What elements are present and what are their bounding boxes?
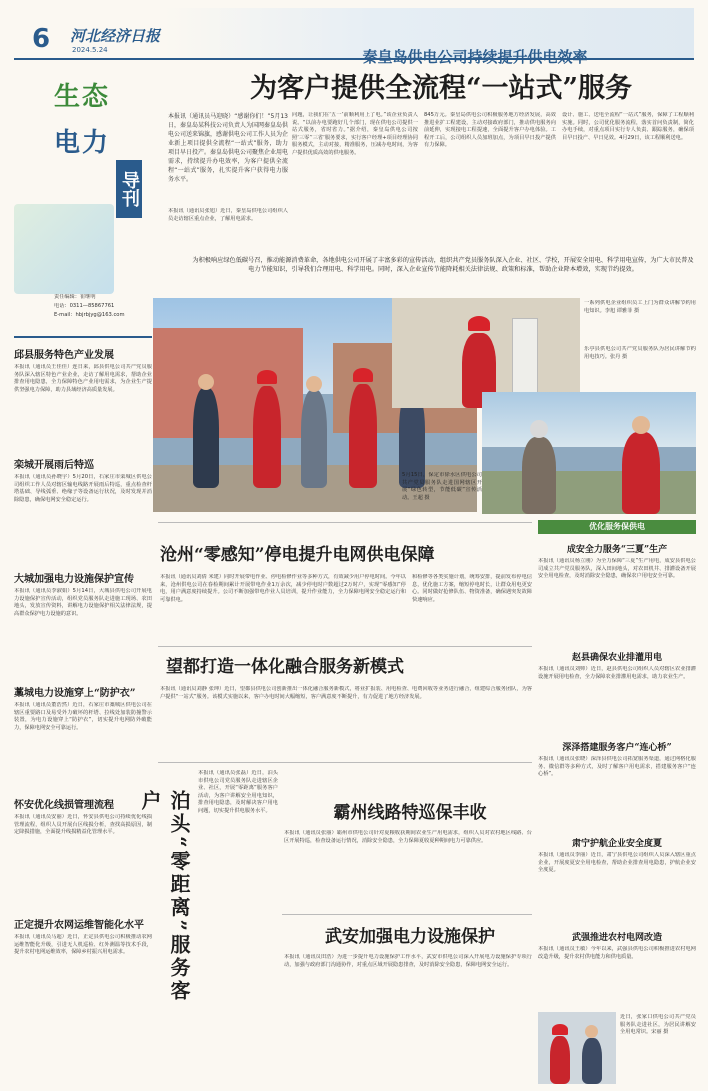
brief-item xyxy=(14,684,152,794)
brief-item xyxy=(538,542,696,650)
brief-title: 深泽搭建服务客户“连心桥” xyxy=(562,743,672,753)
brief-title: 正定提升农网运维智能化水平 xyxy=(14,920,144,931)
brief-body: 本报讯（通讯员王敏）今年以来，武强县供电公司积极推进农村电网改造升级，提升农村供电能力和供电质量。 xyxy=(538,946,696,960)
lead-col2: 问题，让我们在‘五一’前顺利用上了电。”该企业负责人说。“以前办电要跑好几个部门，现在供电公司提供一站式服务，省时省力。”据介绍，秦皇岛供电公司按照‘三零’‘三省’服务要求，实行客户经理+项目经理协同服务模式，主动对接，精准服务，压减办电时间，为客户提供优质高效的供电服务。 xyxy=(292,112,418,156)
photo-caption-left: 5月15日，保定市徐水区供电公司共产党员服务队走进国网辖区开展“绿色转型，节能低碳”宣传活动。王超 摄 xyxy=(402,472,482,501)
phone-label: 电话：0311—85867761 xyxy=(54,303,115,309)
brief-item xyxy=(14,456,152,568)
lead-col1: 本报讯（通讯员马迎晓）“感谢你们！”5月13日，秦皇岛某科技公司负责人为国网秦皇岛供电公司送来锦旗，感谢供电公司工作人员为企业新上项目提供全流程“一站式”服务，助力项目早日投产。秦皇岛供电公司聚焦企业用电需求，持续提升办电效率，为客户提供全流程“一站式”服务，扎实提升客户获得电力服务水平。 xyxy=(168,113,288,183)
editor-label: 责任编辑：崔继明 xyxy=(54,294,96,300)
wuan-headline: 武安加强电力设施保护 xyxy=(325,927,495,947)
section-title-guide: 导刊 xyxy=(116,160,142,218)
brief-body: 本报讯（通讯员安丽）近日，怀安县供电公司持续优化线损管理流程，组织人员开展台区线损分析，查找高损原因，制定降损措施，全面提升线损精益化管理水平。 xyxy=(14,814,152,836)
botou-body: 本报讯（通讯员张磊）近日，泊头市供电公司党员服务队走进辖区企业、社区，开展“零距离”服务客户活动，为客户讲解安全用电知识，排查用电隐患，及时解决客户用电问题，切实提升供电服务水平。 xyxy=(198,770,278,814)
brief-body: 本报讯（通讯员李丽）近日，肃宁县供电公司组织人员深入辖区重点企业，开展度夏安全用电检查，帮助企业排查用电隐患，护航企业安全度夏。 xyxy=(538,852,696,874)
photo-elderly-resident xyxy=(482,392,696,514)
photo-community-visit xyxy=(538,1012,616,1084)
cangzhou-body: 本报讯（通讯员刘倩 米建）同时开展带电作业、停电检修作业等多种方式，有效减少用户停电时间。今年以来，沧州供电公司在春检期间累计开展带电作业1万余次，减少停电时户数超过2万时户，实现“零感知”停电，用户满意度持续提升。公司不断加强带电作业人员培训，提升作业能力，全力保障电网安全稳定运行和可靠供电。 xyxy=(160,574,406,603)
brief-body: 本报讯（通讯员杨立刚）为全力保障“三夏”生产用电，成安县供电公司成立共产党员服务队，深入田间地头，对农田机井、排灌设备开展安全用电检查，及时消除安全隐患，确保农户用电安全可靠。 xyxy=(538,558,696,580)
brief-body: 本报讯（通讯员马超）近日，正定县供电公司积极推动农网运维智能化升级，引进无人机巡检、红外测温等技术手段，提升农村电网运维效率，保障乡村振兴用电需求。 xyxy=(14,934,152,956)
brief-title: 赵县确保农业排灌用电 xyxy=(571,653,662,663)
paper-name: 河北经济日报 xyxy=(70,27,161,45)
issue-date: 2024.5.24 xyxy=(72,46,108,54)
brief-item xyxy=(14,796,152,916)
brief-body: 本报讯（通讯员李淑娟）5月14日，大城县供电公司开展电力设施保护宣传活动，组织党员服务队走进施工现场、农田地头，发放宣传资料，讲解电力设施保护相关法律法规，提高群众保护电力设施的意识。 xyxy=(14,588,152,617)
lead-col3: 845万元。秦皇岛供电公司积极服务地方经济发展，高效推进业扩工程建设，主动对接政府部门，推动供电服务向前延伸，实现接电工程提速，全面提升客户办电体验。工程开工后，公司组织人员加班加点，为项目早日投产提供有力保障。 xyxy=(424,112,556,149)
section-title-eco: 生态 xyxy=(54,82,111,112)
brief-title: 栾城开展雨后特巡 xyxy=(14,460,94,471)
lead-col4: 设计、施工、送电全流程“一站式”服务，保障了工程顺利实施。同时，公司优化服务流程，落实首问负责制，简化办电手续，对重点项目实行专人负责、跟踪服务，确保项目早日投产、早日见效。4月29日，该工程顺利送电。 xyxy=(562,112,694,141)
brief-title: 怀安优化线损管理流程 xyxy=(14,800,114,811)
cangzhou-body-2: 和检修等各类实施计划，统筹安排，提前发布停电信息，优化施工方案，缩短停电时长，让群众用电更安心。同时做好抢修队伍、物资准备，确保遇突发故障快速响应。 xyxy=(412,574,532,603)
brief-item xyxy=(538,836,696,930)
lead-col1-caption: 本报讯（通讯员张旭）近日，秦皇岛供电公司组织人员走访辖区重点企业，了解用电需求。 xyxy=(168,208,288,222)
lead-headline: 为客户提供全流程“一站式”服务 xyxy=(249,73,633,104)
brief-body: 本报讯（通讯员王佳佳）连日来，邱县供电公司共产党员服务队深入辖区特色产业企业，走访了解用电需求，帮助企业排查用电隐患，全力保障特色产业用电需求，为企业生产提供坚强电力保障，助力县域经济高质量发展。 xyxy=(14,364,152,393)
photo-caption-mid-right: 乐亭县供电公司共产党员服务队为居民讲解节约用电技巧。张丹 摄 xyxy=(584,346,696,360)
brief-item xyxy=(538,740,696,836)
brief-item xyxy=(14,916,152,1082)
wuan-body: 本报讯（通讯员田浩）为进一步提升电力设施保护工作水平，武安市供电公司深入开展电力设施保护专项行动，加强与政府部门沟通协作，对重点区域开展隐患排查，及时消除安全隐患，保障电网安全运行。 xyxy=(284,954,532,968)
botou-headline: 泊头“零距离”服务客户 xyxy=(138,790,191,1004)
brief-item xyxy=(14,570,152,682)
brief-item xyxy=(538,930,696,1008)
brief-title: 邱县服务特色产业发展 xyxy=(14,350,114,361)
wangdu-body: 本报讯（通讯员刘静 张坤）近日，望都县供电公司创新推出一体化融合服务新模式，将业扩报装、用电检查、电费回收等业务进行融合，组建综合服务团队，为客户提供“一站式”服务。该模式实施以来，客户办电时间大幅缩短，客户满意度不断提升，有力促进了地方经济发展。 xyxy=(160,686,532,700)
brief-title: 成安全力服务“三夏”生产 xyxy=(566,545,668,555)
photo-caption-bottom-right: 近日，张家口供电公司共产党员服务队走进社区，为居民讲解安全用电常识。宋丽 摄 xyxy=(620,1014,696,1036)
page-number: 6 xyxy=(32,24,51,54)
bazhou-body: 本报讯（通讯员张丽）霸州市供电公司针对夏粮收获期间农业生产用电需求，组织人员对农村地区线路、台区开展特巡，检查设备运行情况，消除安全隐患，全力保障夏收夏种期间电力可靠供应。 xyxy=(284,830,532,844)
photo-banner-text: 为积极响应绿色低碳号召，推动能源消费革命，各地供电公司开展了丰富多彩的宣传活动，组织共产党员服务队深入企业、社区、学校，开展安全用电、科学用电宣传，为广大市民普及电力节能知识，引导我们合理用电、科学用电。同时，深入企业宣传节能降耗相关法律法规、政策和标准，帮助企业降本增效，实现节约提效。 xyxy=(192,257,694,273)
brief-title: 藁城电力设施穿上“防护衣” xyxy=(14,688,136,699)
wangdu-headline: 望都打造一体化融合服务新模式 xyxy=(166,657,404,677)
right-column-badge: 优化服务保供电 xyxy=(538,520,696,534)
brief-item xyxy=(14,346,152,456)
right-brief-column xyxy=(538,538,696,1008)
cangzhou-headline: 沧州“零感知”停电提升电网供电保障 xyxy=(160,545,435,565)
left-brief-column xyxy=(14,336,152,1084)
brief-body: 本报讯（通讯员孙晓宇）5月20日，石家庄市栾城区供电公司组织工作人员对辖区输电线路开展雨后特巡，重点检查杆塔基础、导线弧垂、绝缘子等设备运行状况，及时发现并消除隐患，确保电网安全稳定运行。 xyxy=(14,474,152,503)
lead-kicker: 秦皇岛供电公司持续提升供电效率 xyxy=(362,48,588,66)
brief-title: 大城加强电力设施保护宣传 xyxy=(14,574,134,585)
brief-body: 本报讯（通讯员张晓）深泽县供电公司拓宽服务渠道，通过网格化服务、微信群等多种方式，及时了解客户用电需求，搭建服务客户“连心桥”。 xyxy=(538,756,696,778)
brief-item xyxy=(538,650,696,740)
brief-title: 肃宁护航企业安全度夏 xyxy=(571,839,662,849)
section-graphic xyxy=(14,204,114,294)
section-block xyxy=(14,64,152,326)
email-label: E-mail：hbjrbjyg@163.com xyxy=(54,312,125,318)
section-title-power: 电力 xyxy=(54,128,111,158)
brief-body: 本报讯（通讯员董浩然）近日，石家庄市藁城区供电公司在辖区重要路口及易受外力破坏的杆塔、拉线处加装防撞警示装置，为电力设施穿上“防护衣”，切实提升电网防外破能力，保障电网安全可靠运行。 xyxy=(14,702,152,731)
bazhou-headline: 霸州线路特巡保丰收 xyxy=(333,803,487,823)
brief-body: 本报讯（通讯员刘帅）近日，赵县供电公司组织人员对辖区农业排灌设施开展用电检查，全力保障农业排灌用电需求，助力农业生产。 xyxy=(538,666,696,680)
photo-caption-top-right: 一系列供电企业组织员工上门为群众讲解节约用电知识。李旭 谭雅菲 摄 xyxy=(584,300,696,314)
brief-title: 武强推进农村电网改造 xyxy=(571,933,662,943)
